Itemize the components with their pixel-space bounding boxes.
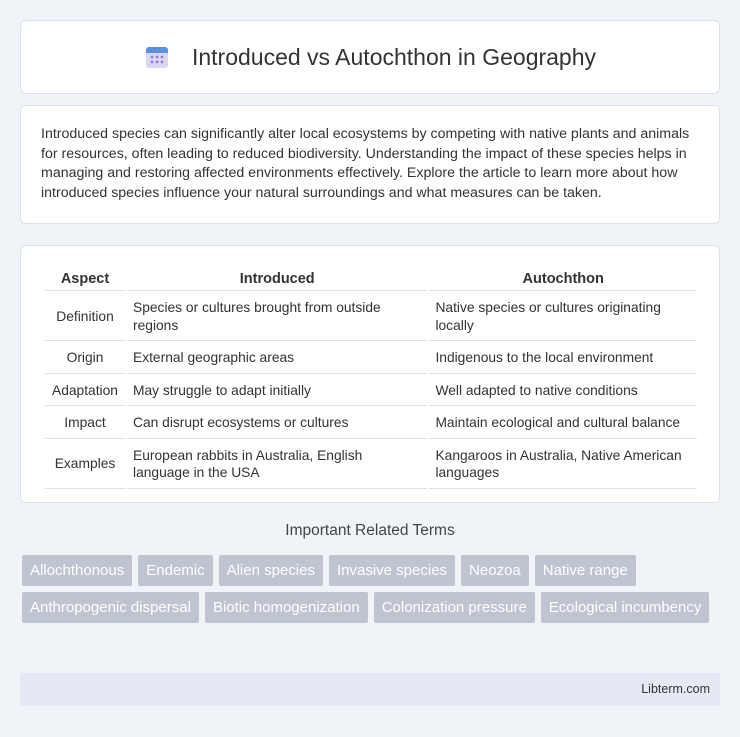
row-introduced: External geographic areas [127, 343, 427, 374]
intro-text: Introduced species can significantly alter local ecosystems by competing with native plants and animals for resources, often leading to reduced biodiversity. Understanding the impact of these species helps in managing and restoring affected environments effectively. Explore the article to learn more about how introduced species influence your natural surroundings and what measures can be taken. [41, 126, 690, 201]
footer-link[interactable]: Libterm.com [641, 682, 710, 696]
row-aspect: Examples [45, 441, 125, 489]
page-title: Introduced vs Autochthon in Geography [191, 43, 597, 70]
calendar-icon [144, 44, 170, 70]
related-term-tag[interactable]: Alien species [219, 555, 323, 586]
table-row [45, 376, 697, 407]
row-autochthon: Well adapted to native conditions [429, 376, 697, 407]
footer [20, 673, 720, 706]
comparison-table-card [20, 245, 720, 503]
row-autochthon: Maintain ecological and cultural balance [429, 408, 697, 439]
related-terms-list [22, 555, 722, 629]
related-term-tag[interactable]: Neozoa [461, 555, 529, 586]
column-header-aspect: Aspect [45, 267, 125, 291]
row-introduced: Can disrupt ecosystems or cultures [127, 408, 427, 439]
table-row [45, 343, 697, 374]
row-aspect: Definition [45, 293, 125, 341]
table-header-row [45, 267, 697, 291]
column-header-autochthon: Autochthon [429, 267, 697, 291]
related-term-tag[interactable]: Colonization pressure [374, 592, 535, 623]
intro-card [20, 105, 720, 224]
table-row [45, 408, 697, 439]
row-introduced: May struggle to adapt initially [127, 376, 427, 407]
comparison-table [43, 265, 699, 491]
row-autochthon: Native species or cultures originating locally [429, 293, 697, 341]
row-autochthon: Indigenous to the local environment [429, 343, 697, 374]
related-term-tag[interactable]: Native range [535, 555, 636, 586]
related-term-tag[interactable]: Endemic [138, 555, 212, 586]
related-terms-title: Important Related Terms [285, 522, 455, 539]
row-introduced: European rabbits in Australia, English language in the USA [127, 441, 427, 489]
row-aspect: Adaptation [45, 376, 125, 407]
related-term-tag[interactable]: Allochthonous [22, 555, 132, 586]
column-header-introduced: Introduced [127, 267, 427, 291]
header-card [20, 20, 720, 94]
row-aspect: Origin [45, 343, 125, 374]
row-aspect: Impact [45, 408, 125, 439]
row-introduced: Species or cultures brought from outside regions [127, 293, 427, 341]
row-autochthon: Kangaroos in Australia, Native American languages [429, 441, 697, 489]
related-term-tag[interactable]: Anthropogenic dispersal [22, 592, 199, 623]
related-term-tag[interactable]: Invasive species [329, 555, 455, 586]
related-term-tag[interactable]: Biotic homogenization [205, 592, 368, 623]
table-row [45, 293, 697, 341]
table-row [45, 441, 697, 489]
related-term-tag[interactable]: Ecological incumbency [541, 592, 710, 623]
